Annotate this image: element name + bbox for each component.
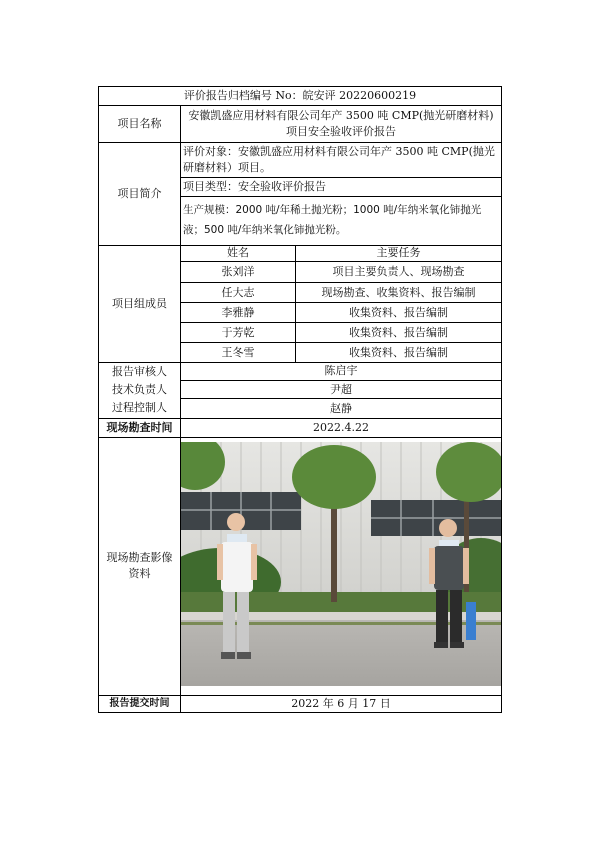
- submit-date-value: 2022 年 6 月 17 日: [291, 696, 391, 710]
- member-name: 张刘洋: [221, 265, 255, 278]
- members-label: 项目组成员: [112, 296, 167, 310]
- reviewer-labels: [99, 362, 180, 418]
- member-task: 收集资料、报告编制: [349, 325, 448, 339]
- col-task-header: 主要任务: [376, 246, 421, 259]
- production-scale: 生产规模：2000 吨/年稀土抛光粉；1000 吨/年纳米氧化铈抛光液；500 吨/年纳米氧化铈抛光粉。: [183, 204, 482, 236]
- project-name-line2: 项目安全验收评价报告: [286, 124, 396, 138]
- project-name-value: [181, 105, 501, 142]
- member-name: 任大志: [221, 285, 255, 299]
- survey-photo: [181, 442, 501, 686]
- project-name-line1: 安徽凯盛应用材料有限公司年产 3500 吨 CMP(抛光研磨材料): [188, 108, 494, 122]
- survey-date-label: 现场勘查时间: [106, 420, 173, 434]
- col-name-header: 姓名: [227, 246, 249, 259]
- technical-lead-value: 尹超: [330, 382, 352, 396]
- survey-date-value: 2022.4.22: [313, 420, 369, 434]
- member-task: 项目主要负责人、现场勘查: [332, 265, 465, 278]
- member-name: 李雅静: [221, 305, 255, 319]
- report-reviewer-value: 陈启宇: [324, 364, 358, 377]
- member-task: 收集资料、报告编制: [349, 345, 448, 359]
- member-task: 收集资料、报告编制: [349, 305, 448, 319]
- process-controller-label: 过程控制人: [112, 401, 167, 414]
- report-reviewer-label: 报告审核人: [112, 365, 167, 378]
- report-info-table: [98, 86, 502, 713]
- evaluation-object: 评价对象：安徽凯盛应用材料有限公司年产 3500 吨 CMP(抛光研磨材料）项目。: [183, 145, 495, 174]
- archive-number: 评价报告归档编号 No：皖安评 20220600219: [183, 89, 417, 102]
- project-name-label: 项目名称: [117, 116, 162, 130]
- member-task: 现场勘查、收集资料、报告编制: [321, 285, 476, 299]
- project-type: 项目类型：安全验收评价报告: [183, 180, 326, 193]
- submit-date-label: 报告提交时间: [109, 697, 170, 709]
- project-intro-label: 项目简介: [117, 186, 162, 200]
- technical-lead-label: 技术负责人: [112, 383, 167, 396]
- member-name: 王冬雪: [221, 345, 255, 359]
- member-name: 于芳乾: [221, 325, 255, 339]
- process-controller-value: 赵静: [330, 401, 352, 415]
- site-photo-image: [181, 442, 501, 686]
- survey-photo-label: 现场勘查影像资料: [106, 551, 173, 580]
